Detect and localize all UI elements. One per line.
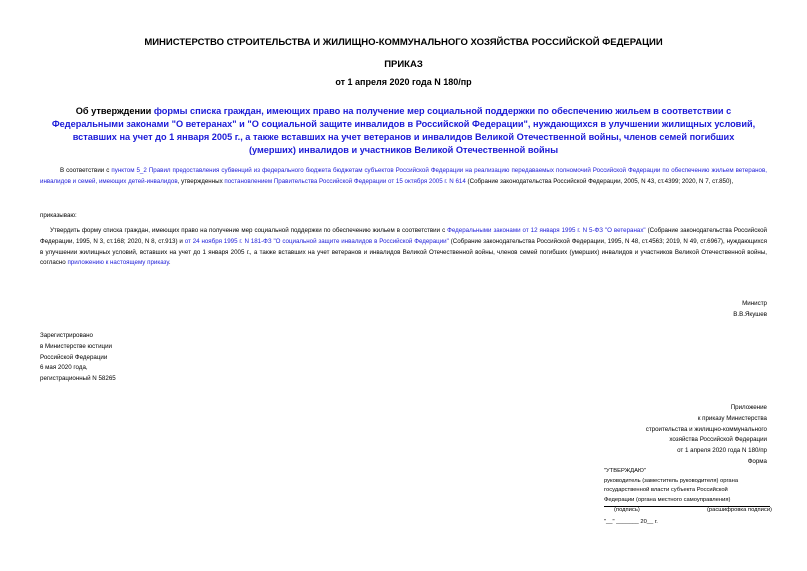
- registration-line: регистрационный N 58265: [40, 375, 116, 383]
- approval-line: государственной власти субъекта Российской: [604, 487, 728, 493]
- title-link[interactable]: формы списка граждан, имеющих право на получение мер социальной поддержки по обеспечению жильем в соответствии с Федеральными законами "О ветеранах" и "О социальной защите инвалидов в Российской Федерации", нуждающихся в улучшении жилищных условий, вставших на учет до 1 января 2005 г., а также вставших на учет ветеранов и инвалидов Великой Отечественной войны, членов семей погибших (умерших) инвалидов и участников Великой Отечественной войны: [51, 106, 756, 155]
- p1-text-a: В соответствии с: [60, 167, 112, 174]
- document-date: от 1 апреля 2020 года N 180/пр: [335, 77, 472, 87]
- approval-block: [604, 467, 774, 505]
- title-prefix: Об утверждении: [75, 106, 154, 116]
- approval-line: Федерации (органа местного самоуправления): [604, 496, 731, 503]
- order-word: приказываю:: [40, 212, 77, 219]
- signature-decode-label: (расшифровка подписи): [706, 507, 772, 513]
- appendix-line: от 1 апреля 2020 года N 180/пр: [677, 447, 767, 455]
- ministry-heading: МИНИСТЕРСТВО СТРОИТЕЛЬСТВА И ЖИЛИЩНО-КОММУНАЛЬНОГО ХОЗЯЙСТВА РОССИЙСКОЙ ФЕДЕРАЦИИ: [144, 37, 663, 48]
- p3-text-d: .: [168, 259, 171, 267]
- approval-date-line: "__" _______ 20__ г.: [604, 519, 658, 525]
- p1-text-c: (Собрание законодательства Российской Федерации, 2005, N 43, ст.4399; 2020, N 7, ст.850),: [465, 177, 734, 185]
- form-label: Форма: [747, 457, 767, 465]
- registration-line: Зарегистрировано: [40, 332, 93, 339]
- veterans-law-link[interactable]: Федеральными законами от 12 января 1995 г. N 5-ФЗ "О ветеранах": [447, 227, 646, 234]
- disabled-protection-law-link[interactable]: от 24 ноября 1995 г. N 181-ФЗ "О социальной защите инвалидов в Российской Федерации": [184, 237, 449, 245]
- registration-line: в Министерстве юстиции: [40, 342, 113, 350]
- signer-position: Министр: [742, 300, 767, 307]
- appendix-block: [646, 403, 767, 468]
- appendix-line: Приложение: [730, 404, 767, 411]
- p3-text-a: Утвердить форму списка граждан, имеющих право на получение мер социальной поддержки по обеспечению жильем в соответствии с: [50, 227, 448, 234]
- p3-text-b: (Собрание законодательства Российской Федерации, 1995, N 3, ст.168; 2020, N 8, ст.913) и: [40, 227, 767, 245]
- signature-label: (подпись): [614, 507, 640, 513]
- approval-line: руководитель (заместитель руководителя) органа: [604, 477, 739, 484]
- main-paragraph: [40, 226, 767, 269]
- appendix-line: к приказу Министерства: [697, 414, 767, 422]
- appendix-link[interactable]: приложению к настоящему приказу: [67, 259, 169, 267]
- rules-link[interactable]: пунктом 5_2 Правил предоставления субвенций из федерального бюджета бюджетам субъектов Российской Федерации на реализацию передаваемых полномочий Российской Федерации по обеспечению жильем ветеранов, инвалидов и семей, имеющих детей-инвалидов: [40, 167, 767, 185]
- p3-text-c: (Собрание законодательства Российской Федерации, 1995, N 48, ст.4563; 2019, N 49, ст.6967), нуждающихся в улучшении жилищных условий, вставших на учет до 1 января 2005 г., а также вставших на учет ветеранов и инвалидов Великой Отечественной войны, членов семей погибших (умерших) инвалидов и участников Великой Отечественной войны, согласно: [40, 237, 767, 267]
- document-type: ПРИКАЗ: [384, 59, 423, 70]
- appendix-line: строительства и жилищно-коммунального: [645, 425, 767, 433]
- approval-heading: "УТВЕРЖДАЮ": [604, 468, 646, 474]
- document-title: [50, 105, 757, 157]
- signer-block: [733, 299, 767, 321]
- registration-line: Российской Федерации: [40, 353, 108, 361]
- signer-name: В.В.Якушев: [733, 310, 767, 318]
- signature-labels: [604, 507, 774, 513]
- appendix-line: хозяйства Российской Федерации: [669, 436, 767, 444]
- p1-text-b: , утвержденных: [177, 177, 225, 185]
- registration-line: 6 мая 2020 года,: [40, 364, 88, 372]
- registration-block: [40, 331, 116, 385]
- preamble-paragraph: [40, 166, 767, 188]
- government-decree-link[interactable]: постановлением Правительства Российской Федерации от 15 октября 2005 г. N 614: [224, 177, 466, 185]
